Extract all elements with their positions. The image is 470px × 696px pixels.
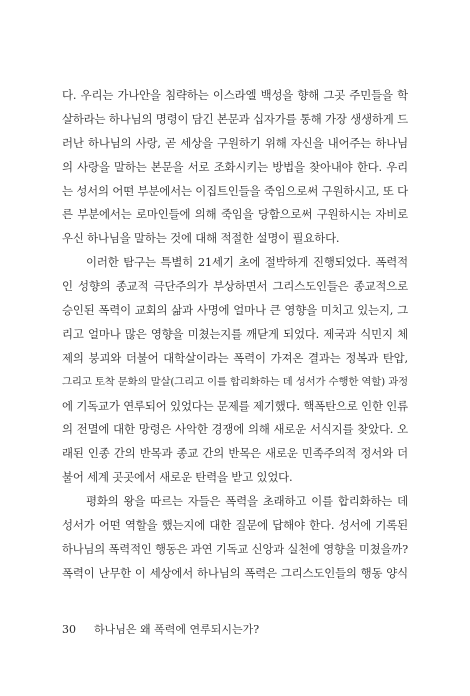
text-line: 그리고 토착 문화의 말살(그리고 이를 합리화하는 데 성서가 수행한 역할) 과정 [62,375,408,388]
text-line: 는 성서의 어떤 부분에서는 이집트인들을 죽임으로써 구원하시고, 또 다 [62,183,408,198]
page-number: 30 [62,623,76,636]
text-line: 리고 얼마나 많은 영향을 미쳤는지를 깨닫게 되었다. 제국과 식민지 체 [62,326,408,341]
text-line: 살하라는 하나님의 명령이 담긴 본문과 십자가를 통해 가장 생생하게 드 [62,111,408,126]
text-line: 의 전멸에 대한 망령은 사악한 경쟁에 의해 새로운 서식지를 찾았다. 오 [62,422,408,437]
text-line: 른 부분에서는 로마인들에 의해 죽임을 당함으로써 구원하시는 자비로 [62,207,408,222]
text-line: 성서가 어떤 역할을 했는지에 대한 질문에 답해야 한다. 성서에 기록된 [62,518,408,533]
text-line: 의 사랑을 말하는 본문을 서로 조화시키는 방법을 찾아내야 한다. 우리 [62,159,408,174]
text-line: 에 기독교가 연루되어 있었다는 문제를 제기했다. 핵폭탄으로 인한 인류 [62,398,408,413]
text-line: 인 성향의 종교적 극단주의가 부상하면서 그리스도인들은 종교적으로 [62,279,408,294]
text-line: 제의 붕괴와 더불어 대학살이라는 폭력이 가져온 결과는 정복과 탄압, [62,350,408,365]
text-line: 래된 인종 간의 반목과 종교 간의 반목은 새로운 민족주의적 정서와 더 [62,446,408,461]
body-text [62,84,408,586]
page-body [62,84,408,586]
text-line: 불어 세계 곳곳에서 새로운 탄력을 받고 있었다. [62,470,293,485]
text-line: 이러한 탐구는 특별히 21세기 초에 절박하게 진행되었다. 폭력적 [86,255,408,270]
text-line: 하나님의 폭력적인 행동은 과연 기독교 신앙과 실천에 영향을 미쳤을까? [62,542,408,556]
page-footer [62,622,408,638]
text-line: 러난 하나님의 사랑, 곧 세상을 구원하기 위해 자신을 내어주는 하나님 [62,135,408,150]
text-line: 평화의 왕을 따르는 자들은 폭력을 초래하고 이를 합리화하는 데 [86,494,408,509]
text-line: 폭력이 난무한 이 세상에서 하나님의 폭력은 그리스도인들의 행동 양식 [62,565,408,580]
running-title: 하나님은 왜 폭력에 연루되시는가? [94,623,260,636]
text-line: 승인된 폭력이 교회의 삶과 사명에 얼마나 큰 영향을 미치고 있는지, 그 [62,303,408,318]
text-line: 우신 하나님을 말하는 것에 대해 적절한 설명이 필요하다. [62,231,340,246]
text-line: 다. 우리는 가나안을 침략하는 이스라엘 백성을 향해 그곳 주민들을 학 [62,88,408,102]
